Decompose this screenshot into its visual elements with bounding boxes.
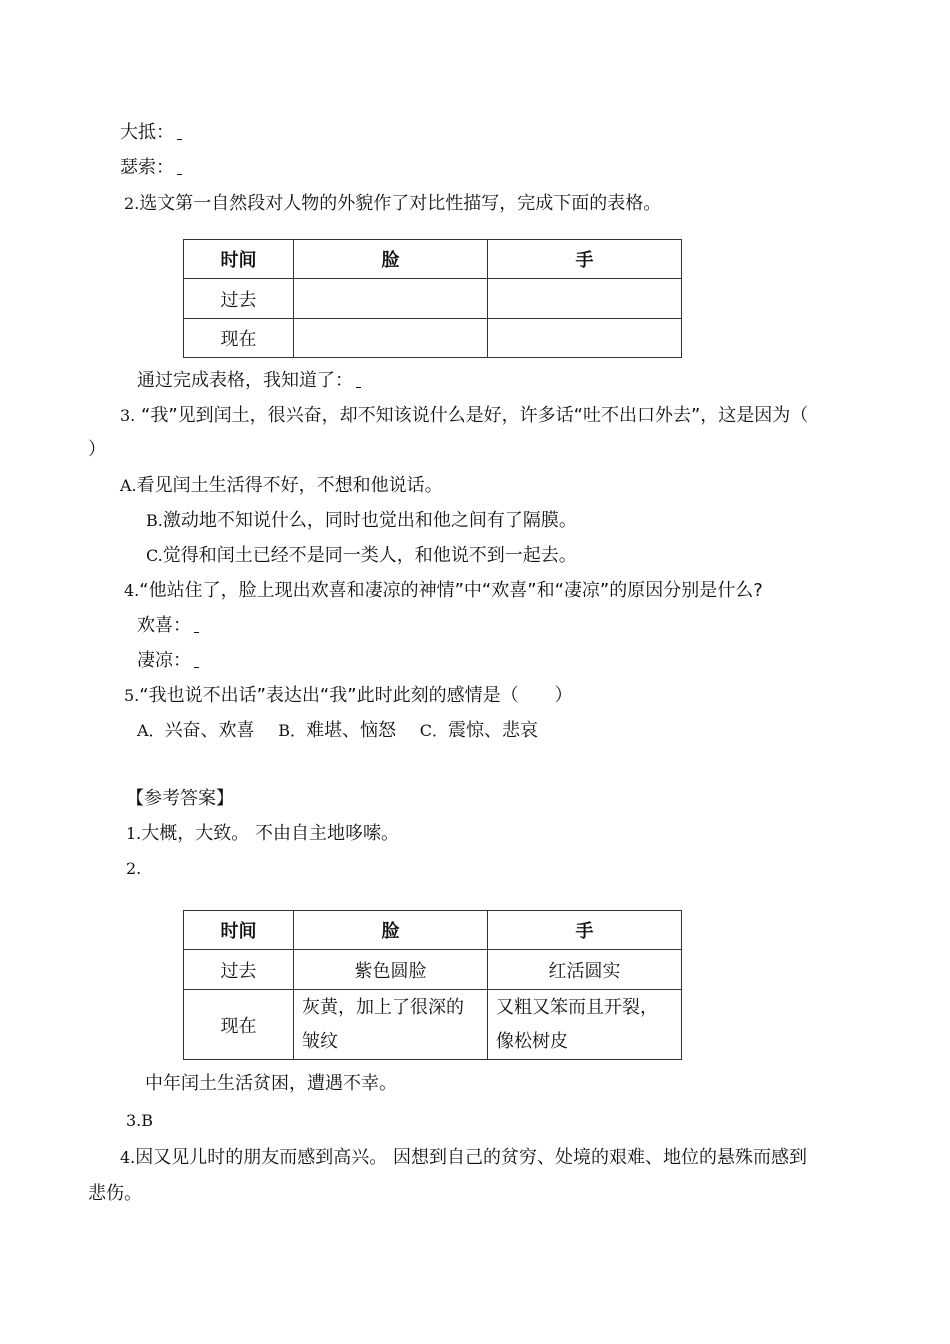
cell-line: 像松树皮 [496, 1030, 568, 1052]
option-letter: C． [419, 721, 449, 740]
cell-past-face[interactable] [294, 279, 488, 319]
option-text: 难堪、恼怒 [306, 720, 397, 741]
row-label-now: 现在 [184, 319, 294, 358]
cell-now-hand [488, 990, 682, 1060]
table-row [184, 950, 682, 990]
answer-2-line [126, 856, 141, 882]
option-text: 震惊、悲哀 [448, 720, 539, 741]
q2-conclusion-label: 通过完成表格，我知道了： [137, 370, 353, 391]
header-time: 时间 [184, 911, 294, 950]
q3-number: 3. [120, 406, 136, 425]
answer-1-text: 大概，大致。 不由自主地哆嗦。 [141, 823, 399, 844]
q4-sad-line [137, 648, 199, 674]
q5-options [137, 718, 538, 744]
q5-option-a[interactable] [137, 720, 255, 741]
q5-option-c[interactable] [420, 720, 538, 741]
option-letter: A． [137, 721, 165, 740]
table-row [184, 990, 682, 1060]
cell-line: 灰黄，加上了很深的 [302, 996, 464, 1018]
q3-option-a[interactable] [120, 473, 443, 499]
answer-1-line [126, 821, 399, 847]
option-text: 觉得和闰土已经不是同一类人，和他说不到一起去。 [162, 545, 577, 566]
q4-joy-line [137, 613, 199, 639]
header-hand: 手 [488, 911, 682, 950]
dadi-label: 大抵： [120, 122, 174, 143]
option-letter: A. [120, 476, 137, 495]
option-letter: B． [278, 721, 307, 740]
dadi-answer-blank[interactable] [177, 123, 182, 140]
q3-option-c[interactable] [146, 543, 577, 569]
answer-2-conclusion: 中年闰土生活贫困，遭遇不幸。 [145, 1073, 397, 1094]
q5-number: 5. [124, 686, 140, 705]
q4-joy-label: 欢喜： [137, 615, 191, 636]
row-label-past: 过去 [184, 950, 294, 990]
q4-number: 4. [124, 581, 140, 600]
option-text: 激动地不知说什么，同时也觉出和他之间有了隔膜。 [162, 510, 577, 531]
answer-1-number: 1. [126, 824, 142, 843]
q2-table [183, 239, 682, 358]
q5-line [124, 683, 573, 709]
answer-4-line [120, 1145, 807, 1171]
q4-line [124, 578, 763, 604]
q4-sad-label: 凄凉： [137, 650, 191, 671]
option-text: 看见闰土生活得不好，不想和他说话。 [136, 475, 443, 496]
cell-past-face: 紫色圆脸 [294, 950, 488, 990]
q2-prompt: 选文第一自然段对人物的外貌作了对比性描写，完成下面的表格。 [139, 193, 662, 214]
header-face: 脸 [294, 911, 488, 950]
q5-prompt: “我也说不出话”表达出“我”此时此刻的感情是（ ） [139, 685, 573, 706]
answer-4-line-2: 悲伤。 [88, 1183, 142, 1204]
cell-past-hand: 红活圆实 [488, 950, 682, 990]
q2-number: 2. [124, 194, 140, 213]
row-label-past: 过去 [184, 279, 294, 319]
table-row [184, 279, 682, 319]
dadi-line [120, 120, 182, 146]
q4-prompt: “他站住了，脸上现出欢喜和凄凉的神情”中“欢喜”和“凄凉”的原因分别是什么? [139, 580, 763, 601]
q3-prompt: “我”见到闰土，很兴奋，却不知该说什么是好，许多话“吐不出口外去”，这是因为（ [141, 405, 809, 426]
answer-table [183, 910, 682, 1060]
header-time: 时间 [184, 240, 294, 279]
answer-4-number: 4. [120, 1148, 136, 1167]
cell-past-hand[interactable] [488, 279, 682, 319]
answer-4-text: 因又见儿时的朋友而感到高兴。 因想到自己的贫穷、处境的艰难、地位的悬殊而感到 [135, 1147, 807, 1168]
option-letter: C. [146, 546, 163, 565]
cell-now-face [294, 990, 488, 1060]
row-label-now: 现在 [184, 990, 294, 1060]
q5-option-b[interactable] [278, 720, 396, 741]
table-header-row [184, 911, 682, 950]
cell-now-face[interactable] [294, 319, 488, 358]
q2-line [124, 191, 661, 217]
q3-option-b[interactable] [146, 508, 577, 534]
table-header-row [184, 240, 682, 279]
cell-now-hand[interactable] [488, 319, 682, 358]
seshuo-line [120, 155, 182, 181]
header-face: 脸 [294, 240, 488, 279]
option-letter: B. [146, 511, 163, 530]
seshuo-label: 瑟索： [120, 157, 174, 178]
q2-conclusion-blank[interactable] [356, 371, 361, 388]
q3-prompt-end: ） [88, 439, 106, 460]
answer-3: 3.B [126, 1111, 154, 1130]
q4-joy-blank[interactable] [194, 616, 199, 633]
answers-heading: 【参考答案】 [126, 788, 234, 809]
seshuo-answer-blank[interactable] [177, 158, 182, 175]
cell-line: 皱纹 [302, 1030, 338, 1052]
cell-line: 又粗又笨而且开裂， [496, 996, 658, 1018]
answer-2-number: 2. [126, 859, 142, 878]
q2-conclusion-line [137, 368, 361, 394]
q4-sad-blank[interactable] [194, 651, 199, 668]
header-hand: 手 [488, 240, 682, 279]
q3-line [120, 403, 808, 429]
q3-line-2 [88, 437, 106, 463]
table-row [184, 319, 682, 358]
option-text: 兴奋、欢喜 [164, 720, 255, 741]
